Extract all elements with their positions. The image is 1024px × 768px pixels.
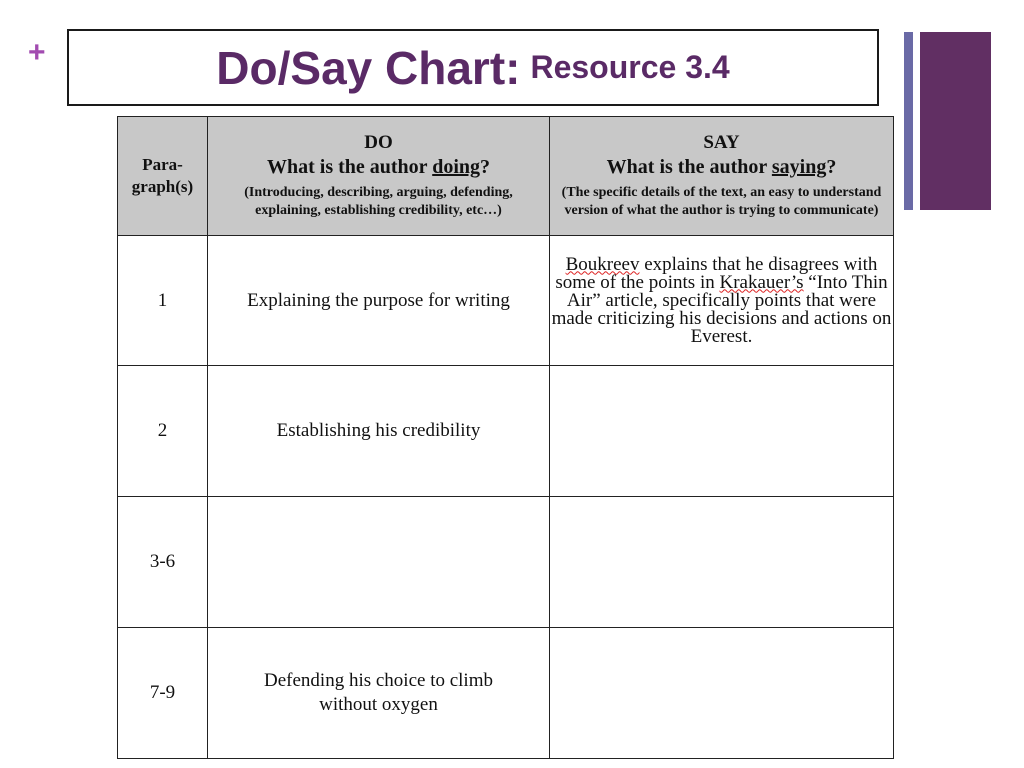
do-cell: Establishing his credibility [208, 366, 550, 497]
para-cell: 7-9 [118, 628, 208, 759]
say-name-krakauer: Krakauer’s [719, 271, 804, 293]
header-do-label: DO [364, 132, 393, 153]
header-paragraphs-label: Para- graph(s) [131, 155, 194, 196]
title-main: Do/Say Chart: [216, 41, 521, 94]
say-cell[interactable] [550, 497, 894, 628]
header-do [208, 117, 550, 236]
table-row [118, 497, 894, 628]
header-say-note: (The specific details of the text, an easy to understand version of what the author is trying to communicate) [561, 185, 882, 218]
header-do-note: (Introducing, describing, arguing, defending, explaining, establishing credibility, etc…) [244, 185, 513, 218]
para-cell: 2 [118, 366, 208, 497]
do-cell: Defending his choice to climb without oxygen [208, 628, 550, 759]
slide-title [67, 29, 879, 106]
decorative-bar-thin [904, 32, 913, 210]
para-cell: 3-6 [118, 497, 208, 628]
plus-icon: + [28, 36, 46, 69]
header-say [550, 117, 894, 236]
header-do-question: What is the author doing? [266, 156, 491, 178]
para-cell: 1 [118, 236, 208, 366]
say-name-boukreev: Boukreev [565, 253, 640, 275]
table-header-row [118, 117, 894, 236]
table-row [118, 236, 894, 366]
header-say-label: SAY [703, 132, 740, 153]
do-say-table [117, 116, 894, 759]
decorative-bar-thick [920, 32, 991, 210]
do-cell[interactable] [208, 497, 550, 628]
do-cell: Explaining the purpose for writing [208, 236, 550, 366]
header-say-question: What is the author saying? [606, 156, 837, 178]
table-row [118, 628, 894, 759]
header-say-keyword: saying [771, 156, 827, 178]
header-do-keyword: doing [432, 156, 481, 178]
say-cell: Boukreev explains that he disagrees with some of the points in Krakauer’s “Into Thin Air” article, specifically points that were made criticizing his decisions and actions on Everest. [550, 236, 894, 366]
table-row [118, 366, 894, 497]
say-cell[interactable] [550, 366, 894, 497]
say-cell[interactable] [550, 628, 894, 759]
header-paragraphs [118, 117, 208, 236]
title-subtitle: Resource 3.4 [530, 49, 730, 85]
